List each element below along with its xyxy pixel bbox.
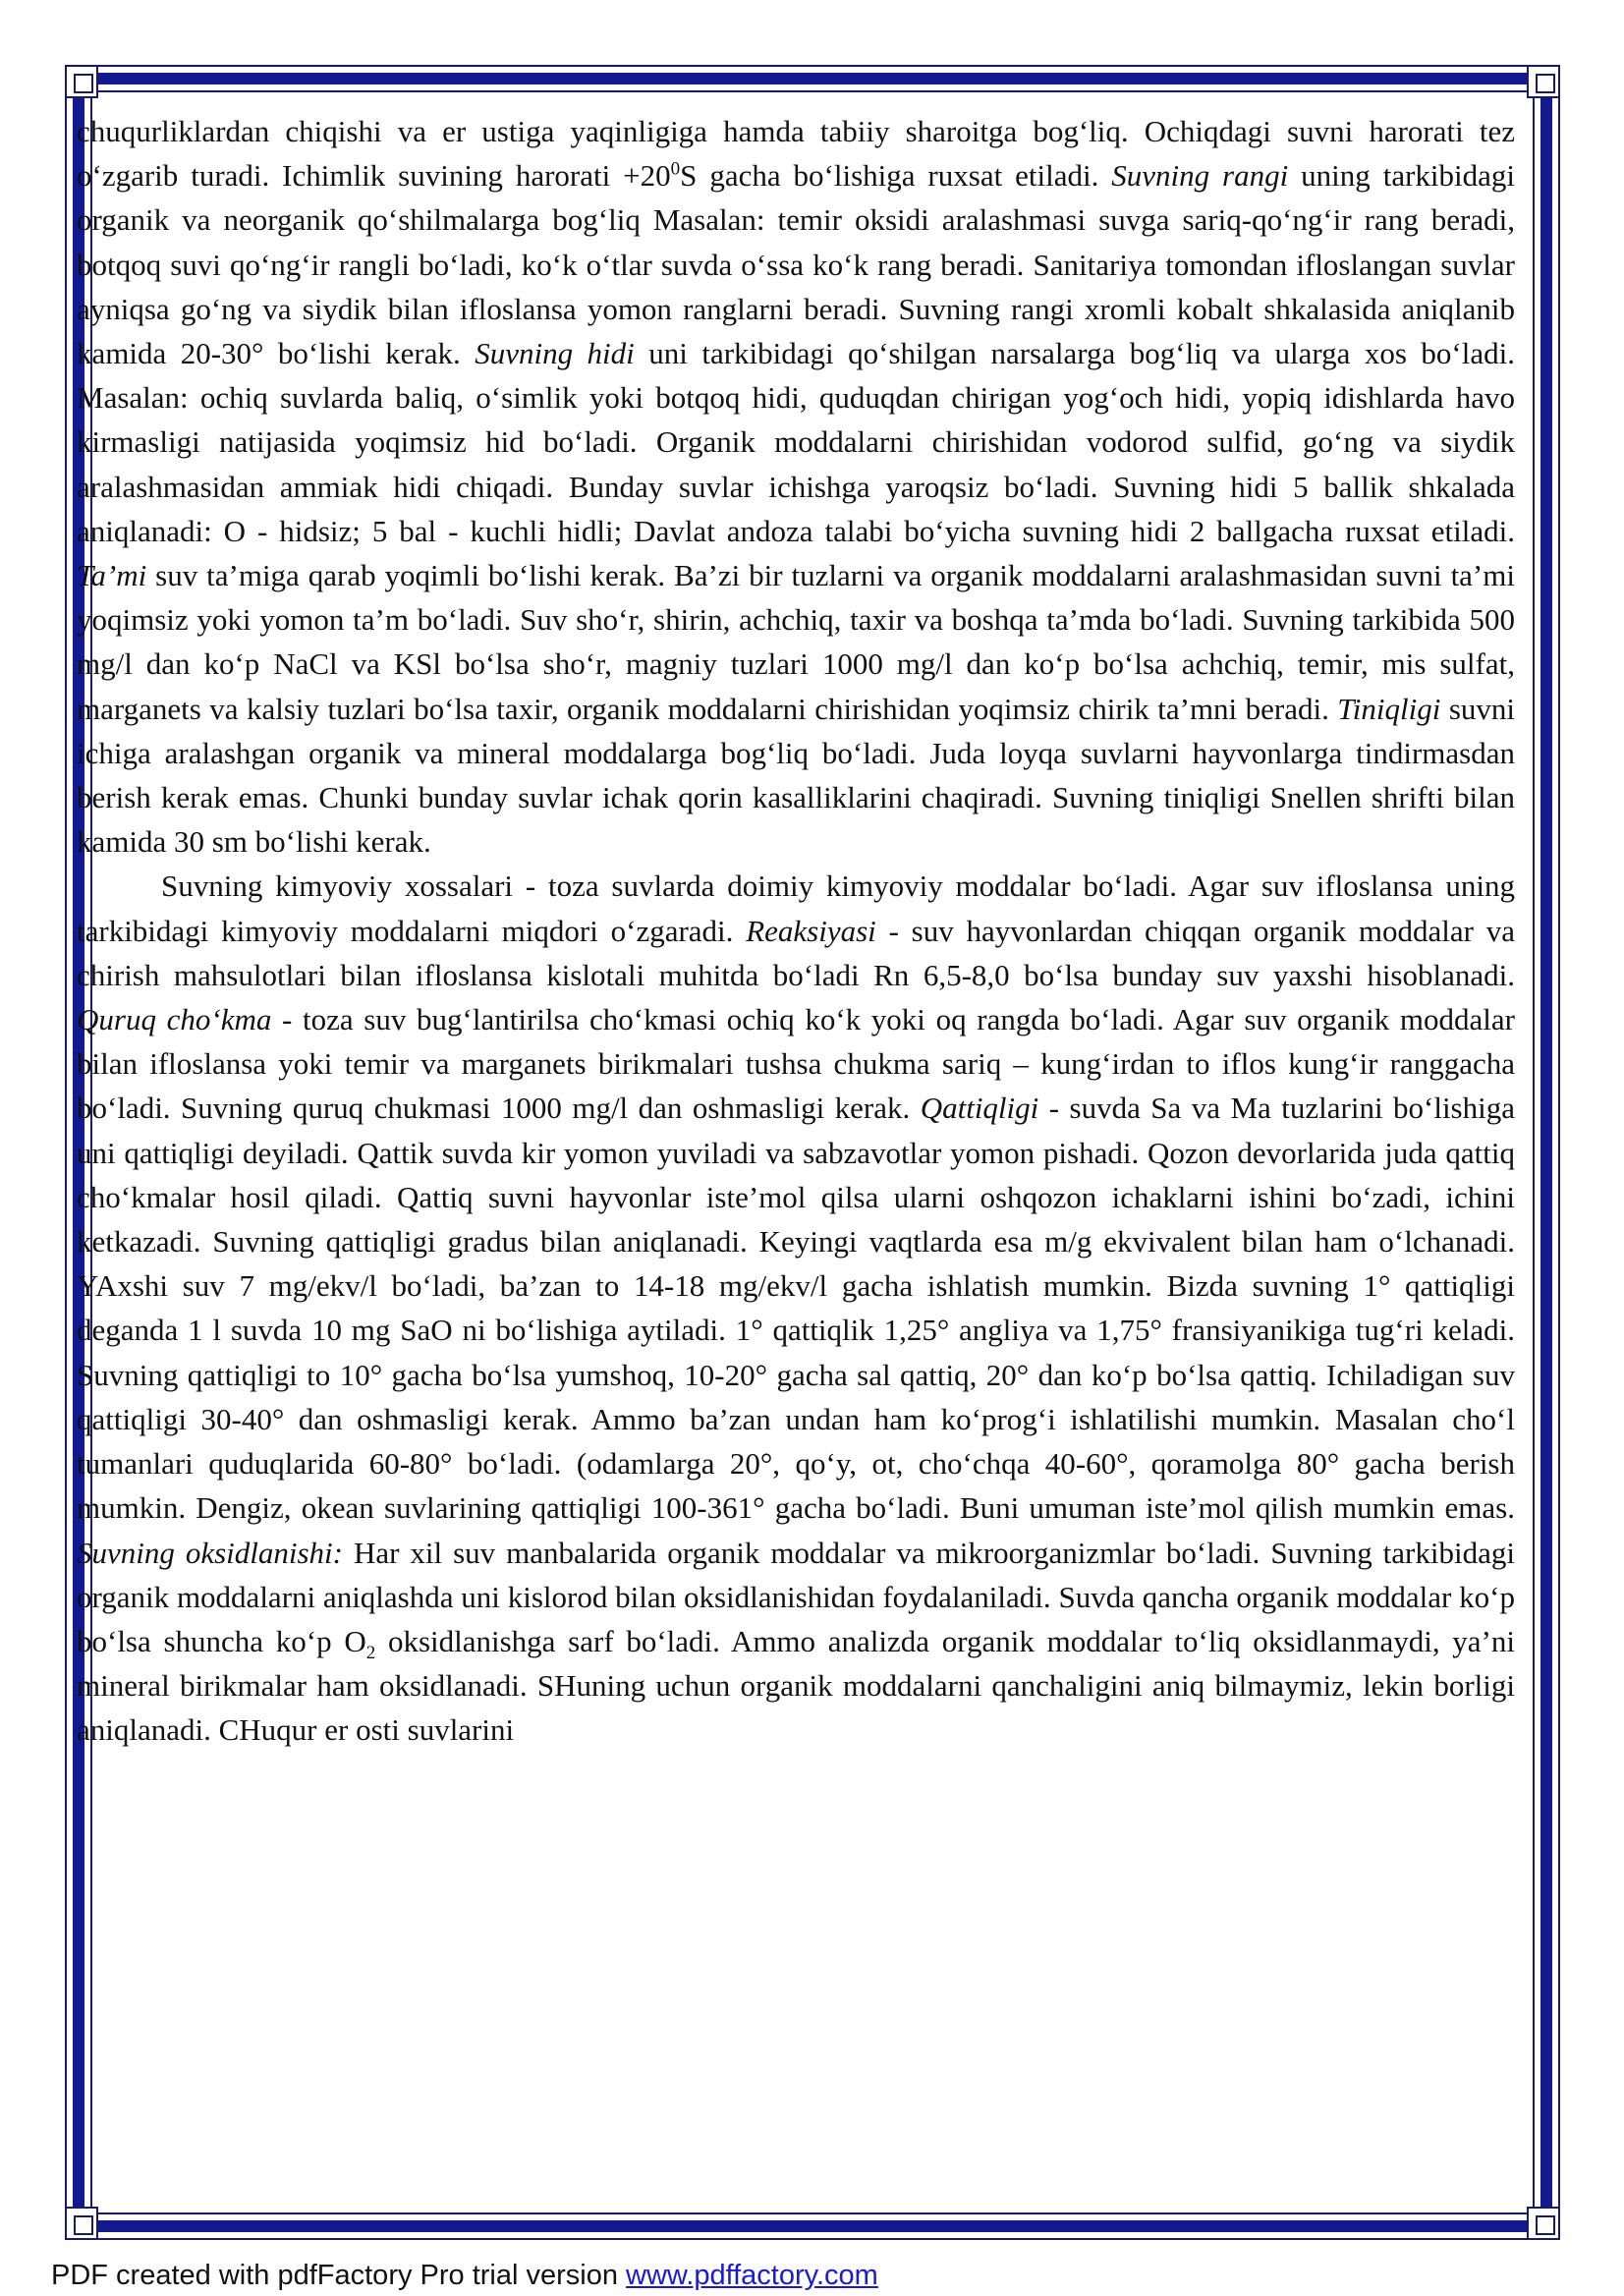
- corner-ornament-top-right: [1527, 65, 1560, 98]
- italic-term: Quruq cho‘kma: [77, 1002, 272, 1037]
- corner-ornament-bottom-right: [1527, 2207, 1560, 2240]
- italic-term: Qattiqligi: [920, 1091, 1039, 1126]
- pdf-footer: [51, 2260, 878, 2292]
- document-text: [77, 109, 1515, 1753]
- corner-ornament-top-left: [65, 65, 98, 98]
- corner-ornament-bottom-left: [65, 2207, 98, 2240]
- italic-term: Tiniqligi: [1337, 691, 1441, 726]
- italic-term: Suvning rangi: [1111, 158, 1289, 194]
- paragraph: Suvning kimyoviy xossalari - toza suvlarda doimiy kimyoviy moddalar bo‘ladi. Agar suv ifloslansa uning tarkibidagi kimyoviy moddalarni miqdori o‘zgaradi. Reaksiyasi - suv hayvonlardan chiqqan organik moddalar va chirish mahsulotlari bilan ifloslansa kislotali muhitda bo‘ladi Rn 6,5-8,0 bo‘lsa bunday suv yaxshi hisoblanadi. Quruq cho‘kma - toza suv bug‘lantirilsa cho‘kmasi ochiq ko‘k yoki oq rangda bo‘ladi. Agar suv organik moddalar bilan ifloslansa yoki temir va marganets birikmalari tushsa chukma sariq – kung‘irdan to iflos kung‘ir ranggacha bo‘ladi. Suvning quruq chukmasi 1000 mg/l dan oshmasligi kerak. Qattiqligi - suvda Sa va Ma tuzlarini bo‘lishiga uni qattiqligi deyiladi. Qattik suvda kir yomon yuviladi va sabzavotlar yomon pishadi. Qozon devorlarida juda qattiq cho‘kmalar hosil qiladi. Qattiq suvni hayvonlar iste’mol qilsa ularni oshqozon ichaklarni ishini bo‘zadi, ichini ketkazadi. Suvning qattiqligi gradus bilan aniqlanadi. Keyingi vaqtlarda esa m/g ekvivalent bilan ham o‘lchanadi. YAxshi suv 7 mg/ekv/l bo‘ladi, ba’zan to 14-18 mg/ekv/l gacha ishlatish mumkin. Bizda suvning 1° qattiqligi deganda 1 l suvda 10 mg SaO ni bo‘lishiga aytiladi. 1° qattiqlik 1,25° angliya va 1,75° fransiyanikiga tug‘ri keladi. Suvning qattiqligi to 10° gacha bo‘lsa yumshoq, 10-20° gacha sal qattiq, 20° dan ko‘p bo‘lsa qattiq. Ichiladigan suv qattiqligi 30-40° dan oshmasligi kerak. Ammo ba’zan undan ham ko‘prog‘i ishlatilishi mumkin. Masalan cho‘l tumanlari quduqlarida 60-80° bo‘ladi. (odamlarga 20°, qo‘y, ot, cho‘chqa 40-60°, qoramolga 80° gacha berish mumkin. Dengiz, okean suvlarining qattiqligi 100-361° gacha bo‘ladi. Buni umuman iste’mol qilish mumkin emas. Suvning oksidlanishi: Har xil suv manbalarida organik moddalar va mikroorganizmlar bo‘ladi. Suvning tarkibidagi organik moddalarni aniqlashda uni kislorod bilan oksidlanishidan foydalaniladi. Suvda qancha organik moddalar ko‘p bo‘lsa shuncha ko‘p $O_2$ oksidlanishga sarf bo‘ladi. Ammo analizda organik moddalar to‘liq oksidlanmaydi, ya’ni mineral birikmalar ham oksidlanadi. SHuning uchun organik moddalarni qanchaligini aniq bilmaymiz, lekin borligi aniqlanadi. CHuqur er osti suvlarini: [77, 868, 1515, 1748]
- italic-term: Reaksiyasi: [746, 913, 876, 948]
- italic-term: Suvning hidi: [475, 336, 635, 371]
- italic-term: Ta’mi: [77, 558, 147, 593]
- footer-link[interactable]: www.pdffactory.com: [626, 2260, 878, 2291]
- paragraph: chuqurliklardan chiqishi va er ustiga yaqinligiga hamda tabiiy sharoitga bog‘liq. Ochiqdagi suvni harorati tez o‘zgarib turadi. Ichimlik suvining harorati $+20^0S$ gacha bo‘lishiga ruxsat etiladi. Suvning rangi uning tarkibidagi organik va neorganik qo‘shilmalarga bog‘liq Masalan: temir oksidi aralashmasi suvga sariq-qo‘ng‘ir rang beradi, botqoq suvi qo‘ng‘ir rangli bo‘ladi, ko‘k o‘tlar suvda o‘ssa ko‘k rang beradi. Sanitariya tomondan ifloslangan suvlar ayniqsa go‘ng va siydik bilan ifloslansa yomon ranglarni beradi. Suvning rangi xromli kobalt shkalasida aniqlanib kamida 20-30° bo‘lishi kerak. Suvning hidi uni tarkibidagi qo‘shilgan narsalarga bog‘liq va ularga xos bo‘ladi. Masalan: ochiq suvlarda baliq, o‘simlik yoki botqoq hidi, quduqdan chirigan yog‘och hidi, yopiq idishlarda havo kirmasligi natijasida yoqimsiz hid bo‘ladi. Organik moddalarni chirishidan vodorod sulfid, go‘ng va siydik aralashmasidan ammiak hidi chiqadi. Bunday suvlar ichishga yaroqsiz bo‘ladi. Suvning hidi 5 ballik shkalada aniqlanadi: O - hidsiz; 5 bal - kuchli hidli; Davlat andoza talabi bo‘yicha suvning hidi 2 ballgacha ruxsat etiladi. Ta’mi suv ta’miga qarab yoqimli bo‘lishi kerak. Ba’zi bir tuzlarni va organik moddalarni aralashmasidan suvni ta’mi yoqimsiz yoki yomon ta’m bo‘ladi. Suv sho‘r, shirin, achchiq, taxir va boshqa ta’mda bo‘ladi. Suvning tarkibida 500 mg/l dan ko‘p NaCl va KSl bo‘lsa sho‘r, magniy tuzlari 1000 mg/l dan ko‘p bo‘lsa achchiq, temir, mis sulfat, marganets va kalsiy tuzlari bo‘lsa taxir, organik moddalarni chirishidan yoqimsiz chirik ta’mni beradi. Tiniqligi suvni ichiga aralashgan organik va mineral moddalarga bog‘liq bo‘ladi. Juda loyqa suvlarni hayvonlarga tindirmasdan berish kerak emas. Chunki bunday suvlar ichak qorin kasalliklarini chaqiradi. Suvning tiniqligi Snellen shrifti bilan kamida 30 sm bo‘lishi kerak.: [77, 114, 1516, 860]
- subscript: 2: [365, 1643, 376, 1664]
- document-body: [77, 109, 1521, 2212]
- footer-text: PDF created with pdfFactory Pro trial version: [51, 2260, 627, 2291]
- italic-term: Suvning oksidlanishi:: [77, 1535, 343, 1570]
- superscript: 0: [670, 158, 681, 180]
